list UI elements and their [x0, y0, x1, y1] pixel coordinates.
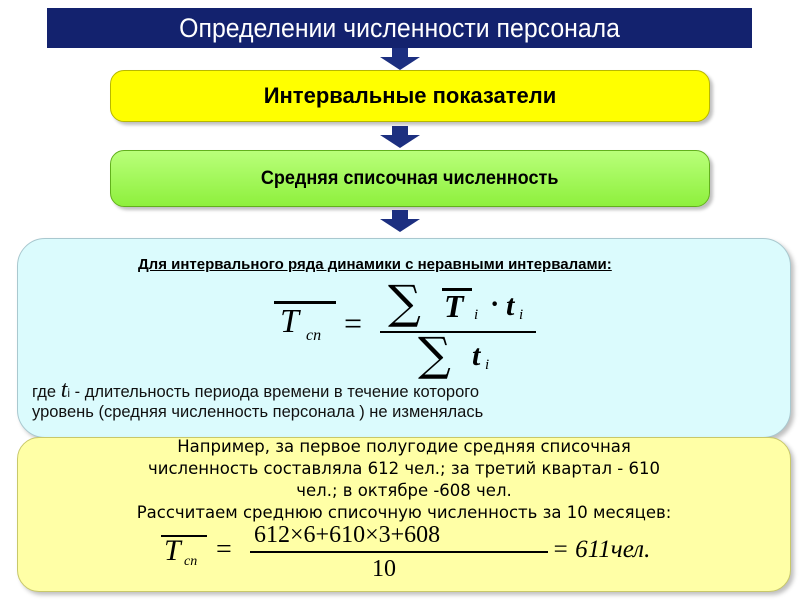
example-box: [17, 437, 791, 592]
sum-symbol-denominator: ∑: [418, 327, 451, 381]
fraction-bar: [380, 331, 536, 333]
calc-fraction-bar: [250, 551, 548, 553]
arrow-down-icon: [380, 48, 420, 70]
where-line-2: уровень (средняя численность персонала ) не изменялась: [32, 403, 484, 421]
interval-indicators-box: [110, 70, 710, 122]
sum-symbol-numerator: ∑: [388, 275, 421, 329]
formula-heading: Для интервального ряда динамики с неравными интервалами:: [138, 256, 612, 273]
numerator-T-index: i: [474, 307, 479, 323]
numerator-T: T: [444, 288, 464, 324]
calc-lhs-subscript: сп: [184, 554, 198, 569]
formula-box: [17, 238, 791, 438]
denominator-t: t: [472, 339, 481, 372]
interval-indicators-label: Интервальные показатели: [263, 83, 557, 108]
where-line-1: [32, 377, 479, 404]
numerator-t-index: i: [519, 307, 524, 323]
calc-denominator: 10: [372, 556, 396, 582]
calc-numerator: 612×6+610×3+608: [254, 522, 441, 548]
average-headcount-box: [110, 150, 710, 207]
multiply-dot: ·: [490, 289, 500, 320]
arrow-down-icon: [380, 210, 420, 232]
average-headcount-label: Средняя списочная численность: [261, 167, 559, 189]
equals-sign: =: [344, 305, 363, 341]
example-line-2: численность составляла 612 чел.; за третий квартал - 610: [147, 459, 660, 478]
title-bar: [47, 8, 752, 48]
calc-lhs-symbol: T: [164, 534, 181, 567]
calc-result: = 611чел.: [552, 536, 651, 563]
example-line-3: чел.; в октябре -608 чел.: [296, 481, 512, 500]
example-line-4: Рассчитаем среднюю списочную численность за 10 месяцев:: [136, 503, 672, 522]
arrow-down-icon: [380, 126, 420, 148]
lhs-subscript: сп: [306, 327, 322, 344]
where-t-index: i: [67, 386, 71, 400]
where-word: где: [32, 383, 57, 401]
where-text-1: - длительность периода времени в течение которого: [70, 383, 480, 401]
numerator-t: t: [506, 289, 515, 322]
example-line-1: Например, за первое полугодие средняя списочная: [177, 437, 631, 456]
lhs-symbol: T: [280, 303, 299, 340]
where-t-symbol: t: [60, 377, 68, 403]
page-title: Определении численности персонала: [179, 12, 620, 43]
calc-equals: =: [216, 534, 232, 565]
denominator-t-index: i: [485, 357, 490, 373]
